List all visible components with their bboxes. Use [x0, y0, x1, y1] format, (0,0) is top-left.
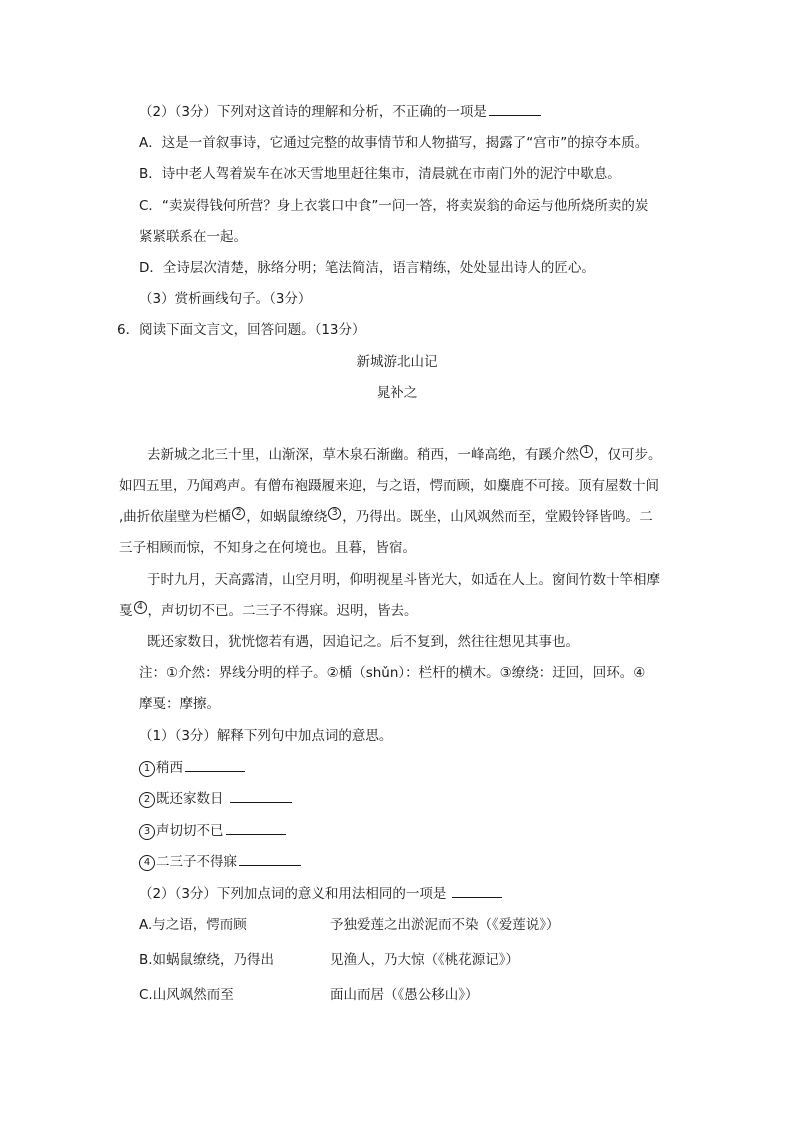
sub1-item: 4 二三子不得寐	[139, 851, 301, 872]
footnote-marker: 4	[134, 601, 147, 614]
item-number: 4	[139, 855, 155, 871]
sub1-item: 2 既还家数日	[139, 788, 292, 809]
sub1-item: 1 稍西	[139, 757, 245, 778]
sub2-option-a-right: 予独爱莲之出淤泥而不染（《爱莲说》）	[330, 917, 560, 933]
passage-line: 于时九月，天高露清，山空月明，仰明视星斗皆光大，如适在人上。窗间竹数十竿相摩	[147, 572, 660, 588]
sub2-option-c-right: 面山而居（《愚公移山》）	[330, 987, 479, 1003]
answer-blank[interactable]	[239, 851, 301, 866]
q2-option-c-cont: 紧紧联系在一起。	[139, 229, 247, 245]
passage-line: 三子相顾而惊，不知身之在何境也。且暮，皆宿。	[119, 540, 416, 556]
q2-option-b: B．诗中老人驾着炭车在冰天雪地里赶往集市，清晨就在市南门外的泥泞中歇息。	[139, 166, 621, 182]
q2-option-a: A．这是一首叙事诗，它通过完整的故事情节和人物描写，揭露了“宫市”的掠夺本质。	[139, 135, 649, 151]
footnote-marker: 2	[232, 507, 245, 520]
answer-blank[interactable]	[489, 101, 541, 116]
answer-blank[interactable]	[185, 757, 245, 772]
annotation-notes-cont: 摩戛：摩擦。	[139, 696, 220, 712]
answer-blank[interactable]	[230, 788, 292, 803]
passage-author: 晁补之	[376, 385, 418, 401]
sub2-option-b-left: B.如蜗鼠缭绕，乃得出	[139, 952, 275, 968]
passage-title: 新城游北山记	[356, 354, 438, 370]
passage-line: 戛 4 ，声切切不已。二三子不得寐。迟明，皆去。	[119, 602, 418, 619]
sub1-prompt: （1）（3分）解释下列句中加点词的意思。	[139, 728, 393, 744]
sub2-prompt: （2）（3分）下列加点词的意义和用法相同的一项是	[139, 883, 502, 904]
footnote-marker: 3	[328, 507, 341, 520]
q6-prompt: 6．阅读下面文言文，回答问题。（13分）	[117, 322, 366, 338]
q2-option-c: C．“卖炭得钱何所营？身上衣裳口中食”一问一答，将卖炭翁的命运与他所烧所卖的炭	[139, 198, 649, 214]
q2-option-d: D．全诗层次清楚，脉络分明；笔法简洁，语言精练，处处显出诗人的匠心。	[139, 260, 595, 276]
q2-prompt: （2）（3分）下列对这首诗的理解和分析，不正确的一项是	[139, 101, 541, 122]
passage-line: 去新城之北三十里，山渐深，草木泉石渐幽。稍西，一峰高绝，有蹊介然 1 ，仅可步。	[147, 446, 662, 463]
sub2-option-b-right: 见渔人，乃大惊（《桃花源记》）	[330, 952, 519, 968]
passage-line: ,曲折依崖壁为栏楯 2 ，如蜗鼠缭绕 3 ，乃得出。既坐，山风飒然而至，堂殿铃铎皆鸣。二	[119, 508, 653, 525]
sub2-option-c-left: C.山风飒然而至	[139, 987, 234, 1003]
item-number: 1	[139, 761, 155, 777]
sub1-item: 3 声切切不已	[139, 820, 286, 841]
item-number: 3	[139, 824, 155, 840]
annotation-notes: 注：①介然：界线分明的样子。②楯（shǔn）：栏杆的横木。③缭绕：迂回，回环。④	[139, 665, 646, 681]
answer-blank[interactable]	[226, 820, 286, 835]
passage-line: 如四五里，乃闻鸡声。有僧布袍蹑履来迎，与之语，愕而顾，如麋鹿不可接。顶有屋数十间	[119, 478, 659, 494]
passage-line: 既还家数日，犹恍惚若有遇，因追记之。后不复到，然往往想见其事也。	[147, 634, 579, 650]
item-number: 2	[139, 792, 155, 808]
answer-blank[interactable]	[452, 883, 502, 898]
q3-prompt: （3）赏析画线句子。（3分）	[139, 291, 312, 307]
sub2-option-a-left: A.与之语，愕而顾	[139, 917, 247, 933]
footnote-marker: 1	[580, 445, 593, 458]
